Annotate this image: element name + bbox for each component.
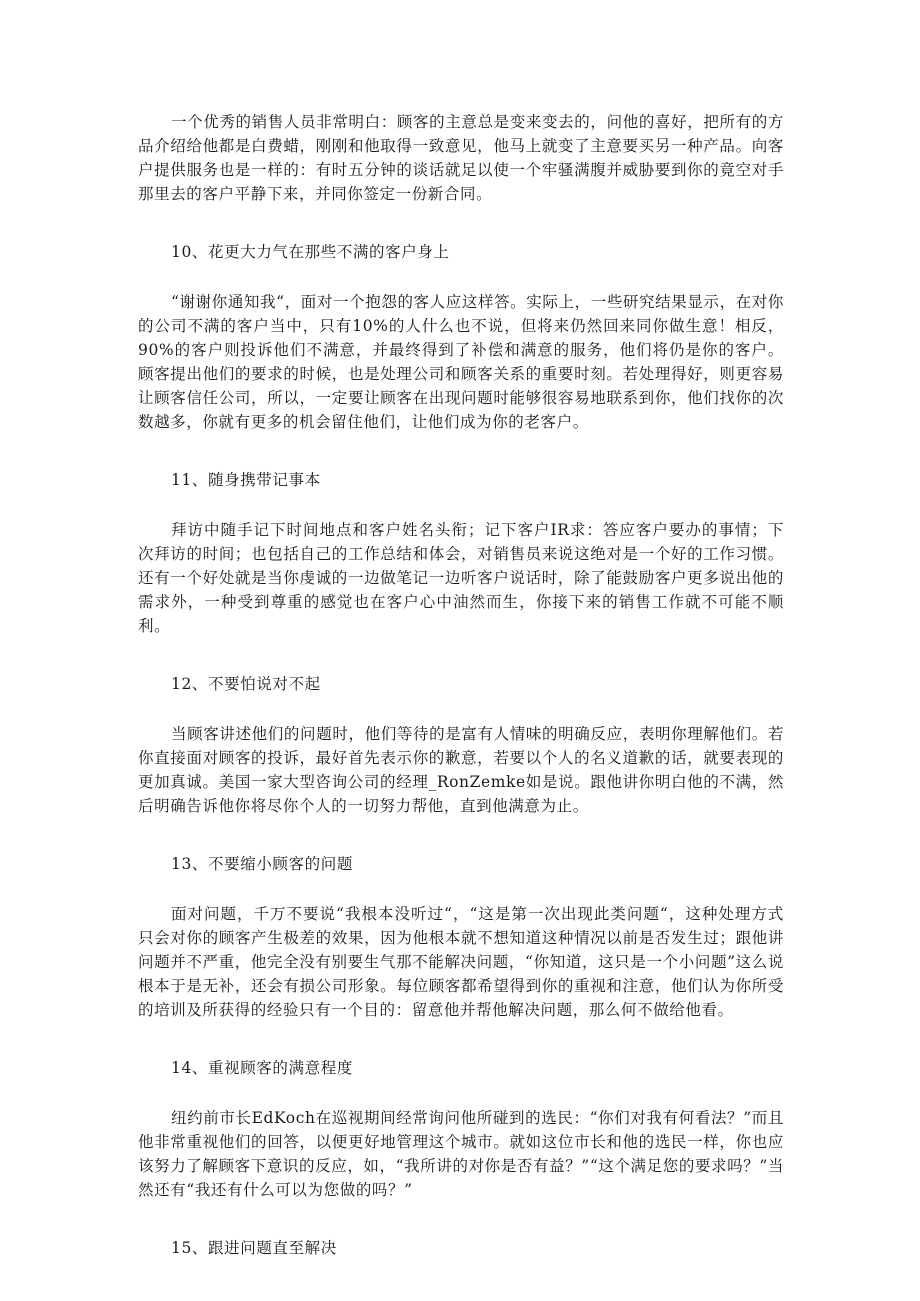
section-heading-13: 13、不要缩小顾客的问题 [171,855,353,873]
paragraph-12: 当顾客讲述他们的问题时，他们等待的是富有人情味的明确反应，表明你理解他们。若你直接面对顾客的投诉，最好首先表示你的歉意，若要以个人的名义道歉的话，就要表现的更加真诚。美国一家大型咨询公司的经理_RonZemke如是说。跟他讲你明白他的不满，然后明确告诉他你将尽你个人的一切努力帮他，直到他满意为止。 [138,725,784,815]
paragraph-14: 纽约前市长EdKoch在巡视期间经常询问他所碰到的选民：“你们对我有何看法？”而且他非常重视他们的回答，以便更好地管理这个城市。就如这位市长和他的选民一样，你也应该努力了解顾客下意识的反应，如，“我所讲的对你是否有益？”“这个满足您的要求吗？”当然还有“我还有什么可以为您做的吗？” [138,1109,784,1199]
paragraph-10: “谢谢你通知我“，面对一个抱怨的客人应这样答。实际上，一些研究结果显示，在对你的公司不满的客户当中，只有10%的人什么也不说，但将来仍然回来同你做生意！相反，90%的客户则投诉他们不满意，并最终得到了补偿和满意的服务，他们将仍是你的客户。顾客提出他们的要求的时候，也是处理公司和顾客关系的重要时刻。若处理得好，则更容易让顾客信任公司，所以，一定要让顾客在出现问题时能够很容易地联系到你，他们找你的次数越多，你就有更多的机会留住他们，让他们成为你的老客户。 [138,293,784,431]
section-heading-11: 11、随身携带记事本 [171,471,321,489]
section-heading-12: 12、不要怕说对不起 [171,675,321,693]
section-heading-14: 14、重视顾客的满意程度 [171,1059,353,1077]
section-heading-15: 15、跟进问题直至解决 [171,1239,337,1257]
spacer [138,206,784,240]
spacer [138,1080,784,1106]
spacer [138,696,784,722]
document-page [138,110,784,1260]
spacer [138,638,784,672]
spacer [138,1022,784,1056]
spacer [138,434,784,468]
spacer [138,818,784,852]
paragraph-11: 拜访中随手记下时间地点和客户姓名头衔；记下客户IR求：答应客户要办的事情；下次拜访的时间；也包括自己的工作总结和体会，对销售员来说这绝对是一个好的工作习惯。还有一个好处就是当你虔诚的一边做笔记一边听客户说话时，除了能鼓励客户更多说出他的需求外，一种受到尊重的感觉也在客户心中油然而生，你接下来的销售工作就不可能不顺利。 [138,521,784,635]
paragraph-intro: 一个优秀的销售人员非常明白：顾客的主意总是变来变去的，问他的喜好，把所有的方品介绍给他都是白费蜡，刚刚和他取得一致意见，他马上就变了主意要买另一种产品。向客户提供服务也是一样的：有时五分钟的谈话就足以使一个牢骚满腹并威胁要到你的竟空对手那里去的客户平静下来，并同你签定一份新合同。 [138,113,784,203]
spacer [138,492,784,518]
spacer [138,1202,784,1236]
spacer [138,264,784,290]
section-heading-10: 10、花更大力气在那些不满的客户身上 [171,243,450,261]
spacer [138,876,784,902]
paragraph-13: 面对问题，千万不要说“我根本没听过“，“这是第一次出现此类问题“，这种处理方式只会对你的顾客产生极差的效果，因为他根本就不想知道这种情况以前是否发生过；跟他讲问题并不严重，他完全没有别要生气那不能解决问题，“你知道，这只是一个小问题”这么说根本于是无补，还会有损公司形象。每位顾客都希望得到你的重视和注意，他们认为你所受的培训及所获得的经验只有一个目的：留意他并帮他解决问题，那么何不做给他看。 [138,905,784,1019]
